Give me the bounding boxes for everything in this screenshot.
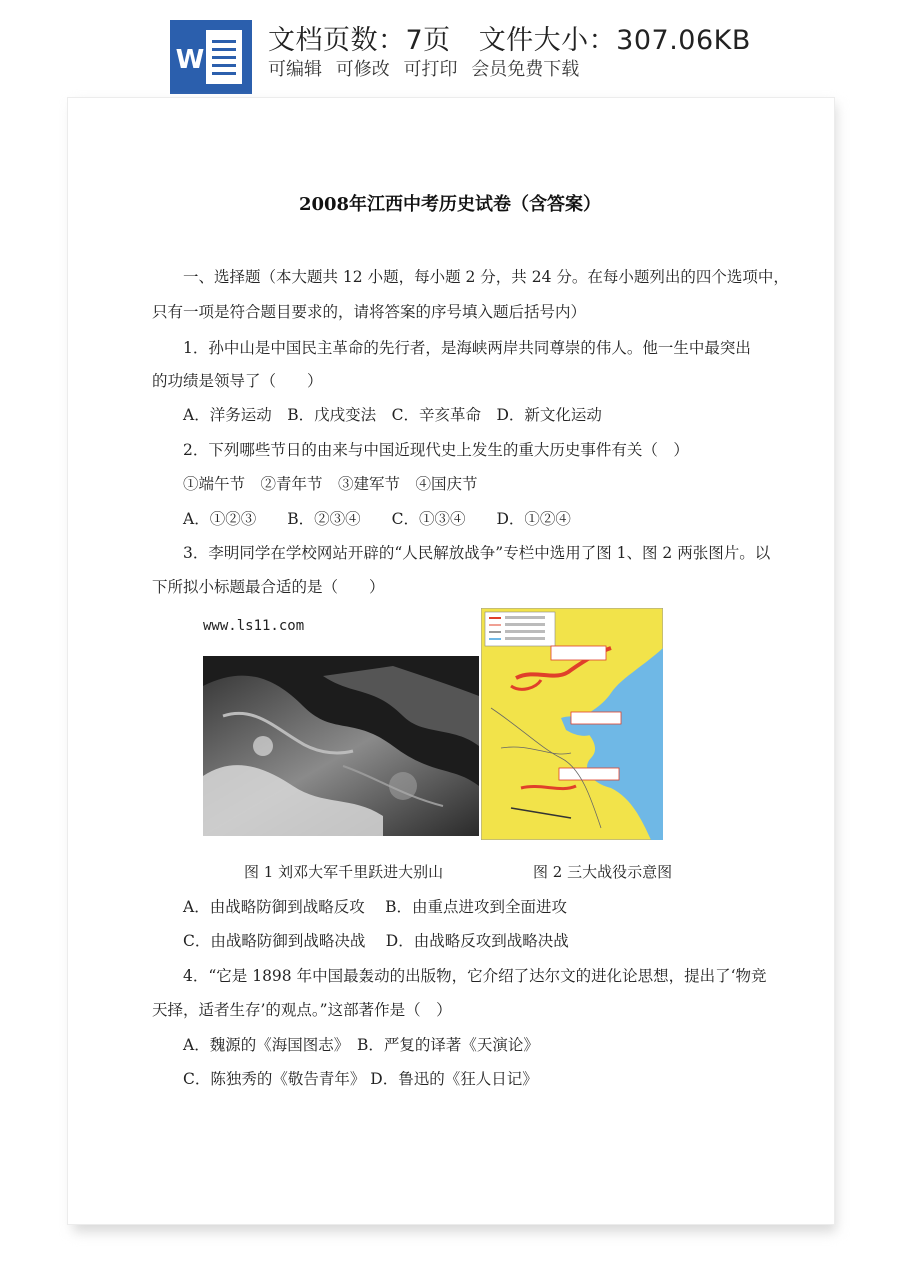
question-4-options-1: A．魏源的《海国图志》 B．严复的译著《天演论》 xyxy=(183,1036,539,1054)
figure-watermark: www.ls11.com xyxy=(203,618,305,634)
word-logo-letter: W xyxy=(175,45,205,75)
section-intro-line-2: 只有一项是符合题目要求的，请将答案的序号填入题后括号内） xyxy=(152,303,587,321)
file-size-label: 文件大小：307.06KB xyxy=(478,25,751,56)
feature-modifiable: 可修改 xyxy=(335,59,390,80)
question-3-line-2: 下所拟小标题最合适的是（ ） xyxy=(152,578,385,596)
question-1-options: A．洋务运动 B．戊戌变法 C．辛亥革命 D．新文化运动 xyxy=(183,406,602,424)
document-title: 2008年江西中考历史试卷（含答案） xyxy=(298,194,602,215)
word-document-icon xyxy=(170,20,252,94)
question-3-line-1: 3．李明同学在学校网站开辟的“人民解放战争”专栏中选用了图 1、图 2 两张图片。以 xyxy=(183,544,771,562)
question-4-line-2: 天择，适者生存’的观点。”这部著作是（ ） xyxy=(152,1001,452,1019)
question-1-line-1: 1．孙中山是中国民主革命的先行者，是海峡两岸共同尊崇的伟人。他一生中最突出 xyxy=(183,339,751,357)
figure-2-map xyxy=(481,608,663,840)
figure-1-caption: 图 1 刘邓大军千里跃进大别山 xyxy=(244,863,444,881)
question-3-options-1: A．由战略防御到战略反攻 B．由重点进攻到全面进攻 xyxy=(183,898,568,916)
question-2-options: A．①②③ B．②③④ C．①③④ D．①②④ xyxy=(183,510,571,528)
question-4-line-1: 4．“它是 1898 年中国最轰动的出版物，它介绍了达尔文的进化论思想，提出了‘物竞 xyxy=(183,967,767,985)
figure-1-photo xyxy=(203,656,479,836)
feature-printable: 可打印 xyxy=(403,59,458,80)
feature-editable: 可编辑 xyxy=(268,59,322,80)
feature-member-download[interactable]: 会员免费下载 xyxy=(471,59,580,80)
download-banner xyxy=(0,0,900,96)
question-4-options-2: C．陈独秀的《敬告青年》 D．鲁迅的《狂人日记》 xyxy=(183,1070,538,1088)
document-stats xyxy=(268,18,751,57)
feature-list xyxy=(268,55,587,81)
question-1-line-2: 的功绩是领导了（ ） xyxy=(152,372,323,390)
section-intro-line-1: 一、选择题（本大题共 12 小题，每小题 2 分，共 24 分。在每小题列出的四个选项中， xyxy=(183,268,789,286)
question-2-line-1: 2．下列哪些节日的由来与中国近现代史上发生的重大历史事件有关（ ） xyxy=(183,441,689,459)
page-count-label: 文档页数：7页 xyxy=(268,25,451,56)
figure-2-caption: 图 2 三大战役示意图 xyxy=(533,863,673,881)
question-2-items: ①端午节 ②青年节 ③建军节 ④国庆节 xyxy=(183,475,478,493)
question-3-options-2: C．由战略防御到战略决战 D．由战略反攻到战略决战 xyxy=(183,932,569,950)
